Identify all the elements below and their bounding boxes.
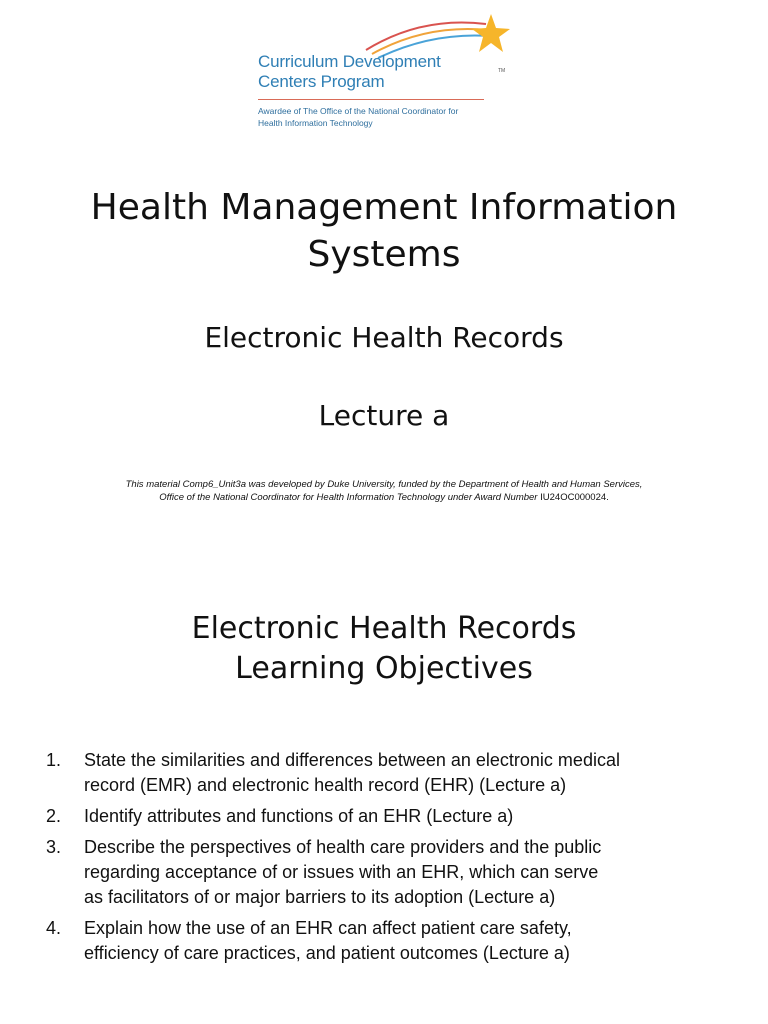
objective-text-line: regarding acceptance of or issues with an EHR, which can serve: [84, 862, 599, 882]
objective-text-line: as facilitators of or major barriers to its adoption (Lecture a): [84, 887, 556, 907]
slide1-lecture: Lecture a: [318, 399, 450, 432]
credit-line1: This material Comp6_Unit3a was developed by Duke University, funded by the Department of Health and Human Services,: [125, 479, 643, 490]
credit-line2: [0, 491, 768, 504]
slide2-title-line1: Electronic Health Records: [191, 611, 577, 646]
slide1-title-line2: Systems: [307, 234, 461, 275]
funding-credit: [0, 478, 768, 504]
logo-divider: [258, 99, 484, 100]
objective-text-line: record (EMR) and electronic health record (EHR) (Lecture a): [84, 775, 567, 795]
award-number: IU24OC000024.: [540, 492, 609, 503]
logo-trademark: TM: [498, 68, 506, 74]
learning-objectives-list: [46, 748, 736, 972]
cdcp-logo: [246, 10, 524, 146]
objective-text-line: Explain how the use of an EHR can affect patient care safety,: [84, 918, 572, 938]
objective-number: 1.: [46, 750, 62, 770]
logo-title-line2: Centers Program: [258, 72, 385, 91]
objective-text-line: efficiency of care practices, and patient outcomes (Lecture a): [84, 943, 570, 963]
logo-title-line1: Curriculum Development: [258, 52, 441, 71]
objective-text-line: Describe the perspectives of health care providers and the public: [84, 837, 602, 857]
objective-number: 4.: [46, 918, 62, 938]
objective-item: [46, 916, 736, 966]
slide2-title-line2: Learning Objectives: [235, 651, 533, 686]
slide2-title: [0, 609, 768, 689]
objective-item: [46, 835, 736, 910]
logo-subtitle-line1: Awardee of The Office of the National Coordinator for: [258, 106, 459, 116]
objective-text-line: State the similarities and differences between an electronic medical: [84, 750, 620, 770]
objective-text-line: Identify attributes and functions of an EHR (Lecture a): [84, 806, 514, 826]
objective-number: 2.: [46, 806, 62, 826]
credit-line2-text: Office of the National Coordinator for Health Information Technology under Award Number: [159, 492, 541, 503]
objective-item: [46, 748, 736, 798]
slide1-title-line1: Health Management Information: [90, 187, 678, 228]
slide1-subtitle: Electronic Health Records: [204, 321, 564, 354]
logo-subtitle-line2: Health Information Technology: [258, 118, 373, 128]
objective-number: 3.: [46, 837, 62, 857]
objective-item: [46, 804, 736, 829]
slide1-title: [0, 184, 768, 278]
